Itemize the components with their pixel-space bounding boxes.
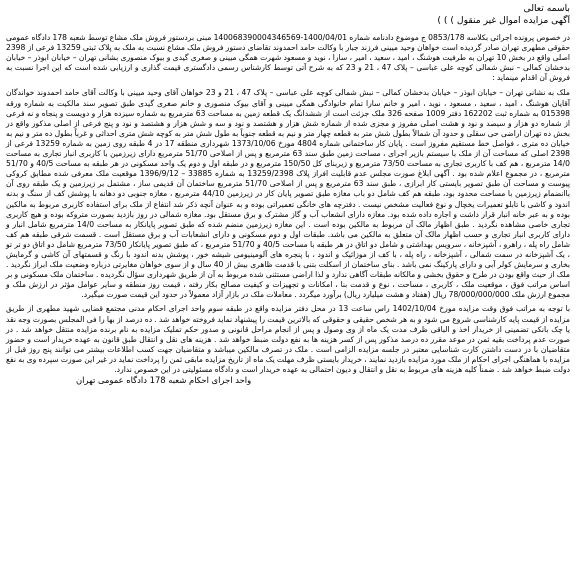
- property-description-paragraph: ملک به نشانی تهران – خیابان ابوذر – خیابان بدخشان کمالی – نبش شمالی کوچه علی عباسی – پلاک 47 ، 21 و 23 خواهان آقای وحید میینی با وکالت آقای حامد احمدوند خواندگان آقایان هوشنگ ، امید ، سعید ، مسعود ، نوید ، امیر و خانم سارا تمام خانوادگی همگی میینی و آقای بیوک منصوری و خانم صغری گیدی طبق تصویر سند مالکیت به شماره ورقه 015398 به شماره ثبت 162202 دفتر 1009 صفحه 326 ملک جزئت است از ششدانگ یک قطعه زمین به مساحت 63 مترمربع به شماره سیزده هزار و دویست و پنجاه و نه فرعی از شماره دو هزار و سیصد و نود و هشت اصلی مفروز و مجزی شده از شماره شش هزار و هشتصد و نود و سه و شش هزار و هشتصد و نود و پنج فرعی از اصلی مذکور واقع در بخش ده تهران اراضی حی سقلی و حدود آن شمالاً بطول شش متر به قطعه چهار متر و نیم به قطعه جنوباً به طول شش متر به کوچه شش متری احداثی و غرباً بطول ده متر و نیم به خیابان ده متری ، فواصل خط مستقیم مفروز است . پایان کار ساختمانی شماره 4804 مورخ 1373/10/06 شهرداری منطقه 17 در 4 طبقه روی زمین به شماره 13259 فرعی از 2398 اصلی که مساحت آن از ملک با سیستم بازیر اجرای ، مساحت زمین طبق سند 63 مترمربع و پس از اصلاحی 51/70 مترمربع دارای زیرزمین با کاربری انبار تجاری به مساحت 14/0 مترمربع ، هم کف با کاربری تجاری به مساحت 73/50 مترمربع و زیربنای کل 150/50 مترمربع و در طبقه اول و دوم یک واحد مسکونی در هر طبقه به مساحت 40/5 و 51/70 مترمربع ، در مجموع اعلام شده بود . آگهی ابلاغ صورت مجلس عدم قابلیت افراز پلاک 13259/2398 به شماره 33885 – 1396/9/12 موقعیت ملک معرفی شده مطابق کروکی پیوست و مساحت آن طبق تصویر بایستی کار ابرازی ، طبق سند 63 مترمربع و پس از اصلاحی 51/70 مترمربع ساختمان آن قدیمی ساز ، مشتمل بر زیرزمین و یک طبقه روی آن باانضمام زیرزمین با مساحت محدود بود، طبقه هم کف شامل دو باب مغازه طبق تصویر پایان کار در زیرزمین 44/10 مترمربع ، مغازه جنوبی دو دهانه با پوشش کف از سنگ و بدنه اندود و کاشی با تابلو تعمیرات یخچال و نوع فعالیت مشخص نیست . دفترچه های خانگی تعمیراتی بوده و به عنوان آنچه ذکر شد انتفاع از ملک برای استفاده کاربری مربوط به مالکین بوده و به عبر خانه انبار قرار داشت و اجاره داده شده بود. مغازه دارای انشعاب آب و گاز مشترک و برق مستقل بود. مغازه شمالی در روز بازدید بصورت متروکه بوده و هیچ کاربری تجاری خاصی مشاهده نگردید . طبق اظهار مالک آن مربوط به مالکین بوده است . این مغازه زیرزمین منضم شده که طبق تصویر پایانکار به مساحت 14/0 مترمربع شامل انبار و دارای کاربری انبار تجاری و حسب اظهار مالک آن متعلق به مالکین می باشد. طبقات اول و دوم مسکونی و دارای انشعابات آب و برق مستقل است . قسمت شرقی طبقه هم کف شامل راه پله ، راهرو ، آشپزخانه ، سرویس بهداشتی و شامل دو اتاق در هر طبقه با مساحت 40/5 و 51/70 مترمربع ، که طبق تصویر پایانکار 73/50 مترمربع شامل دو اتاق دو تر تو ، یک آشپزخانه در سمت شمالی ، آشپزخانه ، راه پله ، با کف از موزائیک و اندود ، با پنجره های آلومینیومی شیشه خور ، پوشش بدنه اندود با رنگ و قسمتهای آن کاشی و گرمایش بخاری و سرمایش کولر آبی و دارای پارکینگ نمی باشد . بنای ساختمان از اسکلت بتنی با قدمت ظاهری بیش از 40 سال و از سوی خواهان مغایرتی درباره وضعیت ملک ابراز نگردید . ملک از حیث واقع بودن در طرح و حقوق بخشی و مالکانه طبقات آگاهی ندارد و لذا اراضی مستثنی شده مربوط به آن از طریق شهرداری سؤال نگردیده . ساختمان ملک مسکونی و بر اساس مراتب فوق ، موقعیت ملک ، کاربری ، مساحت ، نوع و قدمت بنا ، امکانات و تجهیزات و کیفیت مصالح بکار رفته ، قیمت روز منطقه و سایر عوامل مؤثر در ارزش ملک و مجموع ارزش ملک 78/000/000/000 ریال (هفتاد و هشت میلیارد ریال) برآورد میگردد . معاملات ملک در بازار آزاد معمولاً در حدود این قیمت صورت میگیرد.: [6, 88, 570, 300]
- issuing-authority-signature: واحد اجرای احکام شعبه 178 دادگاه عمومی تهران: [76, 375, 252, 386]
- notice-title: آگهی مزایده اموال غیر منقول ) ) ): [437, 15, 570, 26]
- auction-terms-paragraph: با توجه به مراتب فوق وقت مزایده مورخ 1402/10/04 راس ساعت 13 در محل دفتر مزایده واقع در طبقه سوم واحد اجرای احکام مدنی مجتمع قضایی شهید مطهری از طریق مزایده از قیمت پایه کارشناسی شروع می شود و به هر شخص حقیقی و حقوقی که بالاترین قیمت را پیشنهاد نماید فروخته خواهد شد . ده درصد از بها را فی المجلس بصورت وجه نقد یا چک بانکی تضمینی از خریدار اخذ و الباقی ظرف مدت یک ماه از وی وصول و پس از انجام مراحل قانونی و صدور حکم تملیک مزایده به نام برنده مزایده منتقل خواهد شد . در صورت عدم پرداخت بقیه ثمن در موعد مقرر ده درصد مذکور پس از کسر هزینه ها به نفع دولت ضبط خواهد شد . هزینه های نقل و انتقال طبق قانون به عهده خریدار است و حضور متقاضیان با در دست داشتن کارت شناسایی معتبر در جلسه مزایده الزامی است . ملک در تصرف مالکین میباشد و متقاضیان جهت کسب اطلاعات بیشتر می توانند پنج روز قبل از مزایده با هماهنگی اجرای احکام از ملک مورد مزایده بازدید نمایند ، خریدار بایستی ظرف مهلت یک ماه از تاریخ مزایده مابقی ثمن را پرداخت نماید در غیر این صورت سپرده وی به نفع دولت ضبط خواهد شد . ضمناً کلیه هزینه های مربوط به نقل و انتقال و دیون احتمالی به عهده خریدار است و دادگاه مسئولیتی در این خصوص ندارد.: [6, 304, 571, 374]
- intro-paragraph: در خصوص پرونده اجرائی بکلاسه 0853/178 ج موضوع دادنامه شماره 1400/04/01-140068390004346569 مبنی بردستور فروش ملک مشاع توسط شعبه 178 دادگاه عمومی حقوقی مطهری تهران صادر گردیده است خواهان وحید میینی فرزند جبار با وکالت حامد احمدوند تقاضای دستور فروش ملک مشاع نسبت به ملک به پلاک ثبتی 13259 فرعی از 2398 اصلی واقع در بخش 10 تهران به طرفیت هوشنگ ، امید ، سعید ، امیر ، سارا ، نوید و مسعود شهرت همگی میینی و صغری گیدی و بیوک منصوری بشانی تهران – خیابان ابوذر – خیابان بدخشان کمالی – نبش شمالی کوچه علی عباسی – پلاک 47 ، 21 و 23 که به شرح آتی توسط کارشناس رسمی دادگستری قیمت گذاری و ارزیابی شده است که این اجرا نسبت به فروش آن اقدام مینماید :: [6, 33, 571, 83]
- notice-greeting: باسمه تعالی: [523, 3, 570, 14]
